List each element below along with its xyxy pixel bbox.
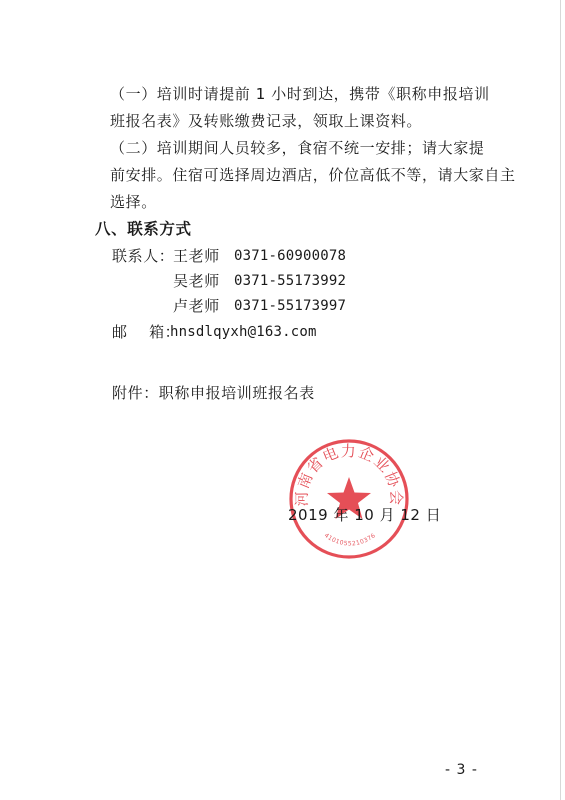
seal-code: 4101055210376 bbox=[322, 531, 378, 548]
contact-name: 卢老师 bbox=[173, 297, 220, 315]
organization-seal bbox=[287, 437, 411, 561]
page-edge bbox=[560, 0, 561, 800]
contact-name: 吴老师 bbox=[173, 272, 220, 290]
email-row bbox=[112, 322, 412, 342]
document-date: 2019 年 10 月 12 日 bbox=[288, 506, 442, 524]
contact-row bbox=[112, 296, 412, 316]
svg-text:4101055210376 bbox=[323, 532, 377, 547]
contact-name: 王老师 bbox=[173, 247, 220, 265]
contact-row bbox=[112, 271, 412, 291]
paragraph-2-line-1: （二）培训期间人员较多，食宿不统一安排；请大家提 bbox=[110, 139, 485, 157]
email-address: hnsdlqyxh@163.com bbox=[170, 324, 317, 340]
email-label: 邮 箱： bbox=[112, 323, 181, 341]
contact-phone: 0371-60900078 bbox=[234, 248, 347, 264]
contact-label: 联系人： bbox=[112, 247, 175, 265]
contact-phone: 0371-55173992 bbox=[234, 273, 347, 289]
paragraph-1-line-1: （一）培训时请提前 1 小时到达，携带《职称申报培训 bbox=[110, 85, 490, 103]
paragraph-1-line-2: 班报名表》及转账缴费记录，领取上课资料。 bbox=[110, 112, 423, 130]
contact-phone: 0371-55173997 bbox=[234, 298, 347, 314]
seal-text: 河南省电力企业协会 bbox=[292, 441, 406, 507]
contact-heading: 八、联系方式 bbox=[95, 220, 192, 238]
page-number: - 3 - bbox=[445, 762, 478, 778]
paragraph-2-line-2: 前安排。住宿可选择周边酒店，价位高低不等，请大家自主 bbox=[110, 166, 516, 184]
contact-row bbox=[112, 246, 412, 266]
attachment-line: 附件：职称申报培训班报名表 bbox=[112, 384, 315, 402]
paragraph-2-line-3: 选择。 bbox=[110, 193, 157, 211]
